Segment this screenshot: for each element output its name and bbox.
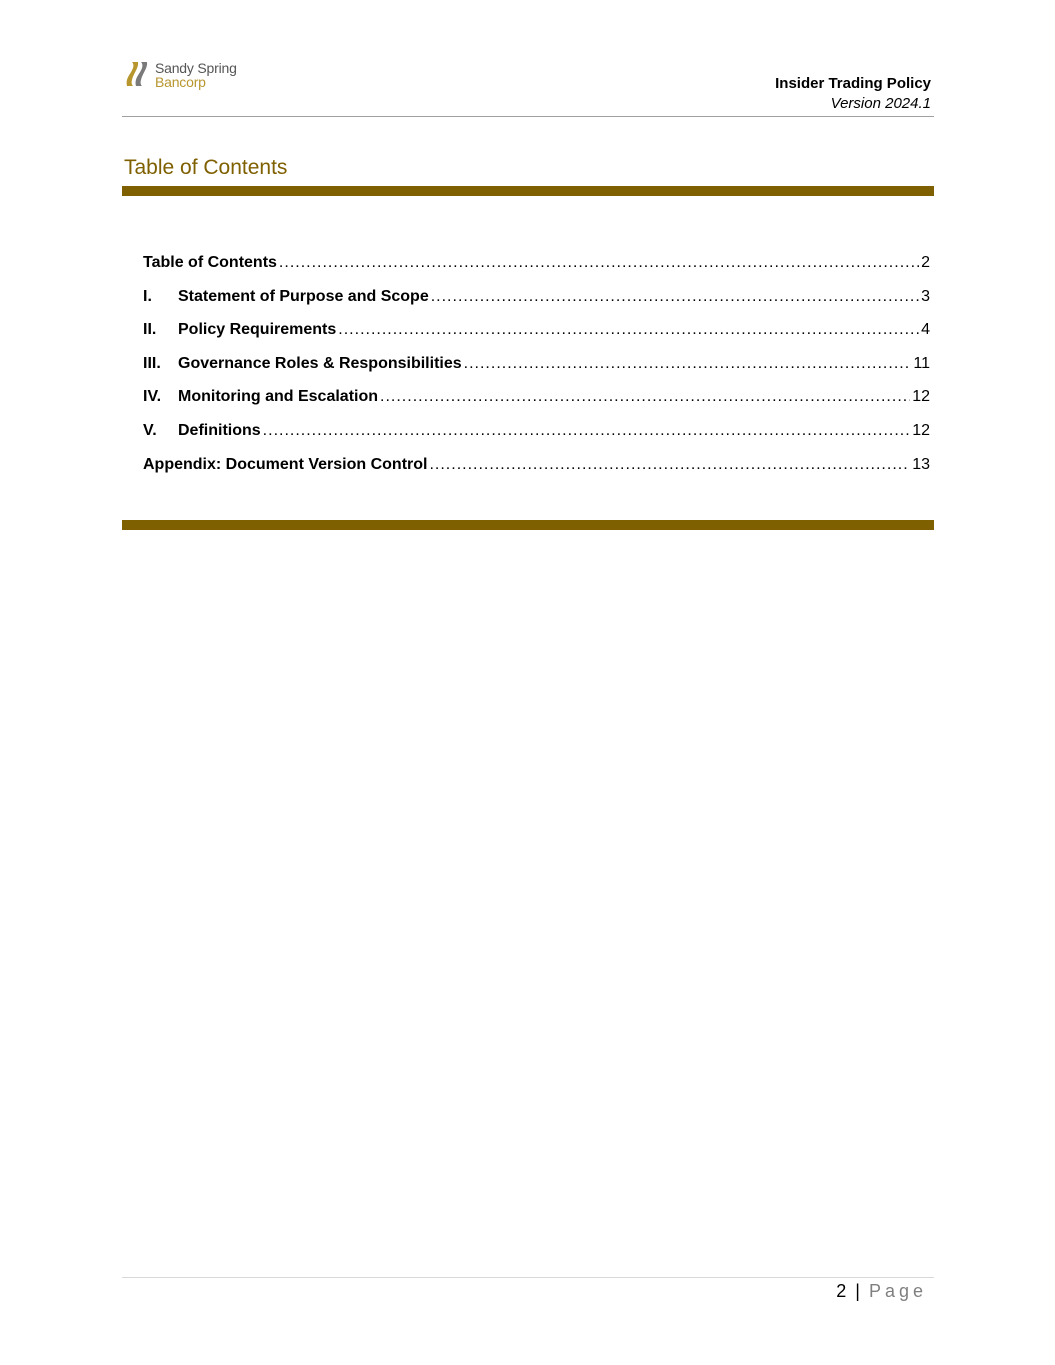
document-title: Insider Trading Policy <box>775 75 931 92</box>
toc-entry-number: II. <box>143 321 157 339</box>
toc-entry[interactable] <box>143 456 930 490</box>
toc-dot-leader <box>464 355 912 373</box>
footer-divider <box>122 1277 934 1278</box>
toc-bottom-bar <box>122 520 934 530</box>
toc-entry-page: 3 <box>921 287 930 305</box>
toc-entry-page: 12 <box>912 421 930 439</box>
toc-entry-number: V. <box>143 421 157 439</box>
toc-dot-leader <box>263 422 911 440</box>
toc-list <box>143 254 930 489</box>
header-divider <box>122 116 934 117</box>
page-label: Page <box>868 1281 927 1301</box>
toc-heading: Table of Contents <box>124 156 288 179</box>
toc-dot-leader <box>338 321 919 339</box>
logo-text-line1: Sandy Spring <box>155 60 237 76</box>
toc-entry-page: 12 <box>912 388 930 406</box>
document-header <box>775 74 931 114</box>
toc-entry-title: Appendix: Document Version Control <box>143 455 428 473</box>
toc-entry-number: IV. <box>143 388 162 406</box>
toc-entry-page: 4 <box>921 321 930 339</box>
page-footer <box>836 1281 927 1302</box>
toc-entry-title: Monitoring and Escalation <box>178 388 379 406</box>
toc-entry-title: Table of Contents <box>143 254 277 271</box>
toc-entry-number: I. <box>143 287 152 305</box>
toc-entry[interactable] <box>143 422 930 456</box>
toc-entry-page: 2 <box>921 254 930 271</box>
toc-entry-title: Definitions <box>178 421 261 439</box>
sandy-spring-logo-icon <box>123 60 151 88</box>
toc-top-bar <box>122 186 934 196</box>
company-logo <box>123 60 253 92</box>
toc-entry[interactable] <box>143 355 930 389</box>
toc-entry[interactable] <box>143 254 930 288</box>
toc-dot-leader <box>431 288 919 306</box>
footer-separator: | <box>855 1281 860 1301</box>
page-number: 2 <box>836 1281 847 1301</box>
toc-entry-page: 11 <box>913 354 930 372</box>
toc-entry-page: 13 <box>912 455 930 473</box>
toc-dot-leader <box>279 254 919 272</box>
toc-entry[interactable] <box>143 321 930 355</box>
toc-entry-number: III. <box>143 354 161 372</box>
toc-entry-title: Policy Requirements <box>178 321 337 339</box>
toc-entry-title: Governance Roles & Responsibilities <box>178 354 462 372</box>
logo-text-line2: Bancorp <box>155 74 206 90</box>
toc-dot-leader <box>380 388 910 406</box>
toc-entry[interactable] <box>143 388 930 422</box>
toc-entry[interactable] <box>143 288 930 322</box>
document-version: Version 2024.1 <box>830 95 931 112</box>
toc-dot-leader <box>429 456 910 474</box>
toc-entry-title: Statement of Purpose and Scope <box>178 287 429 305</box>
